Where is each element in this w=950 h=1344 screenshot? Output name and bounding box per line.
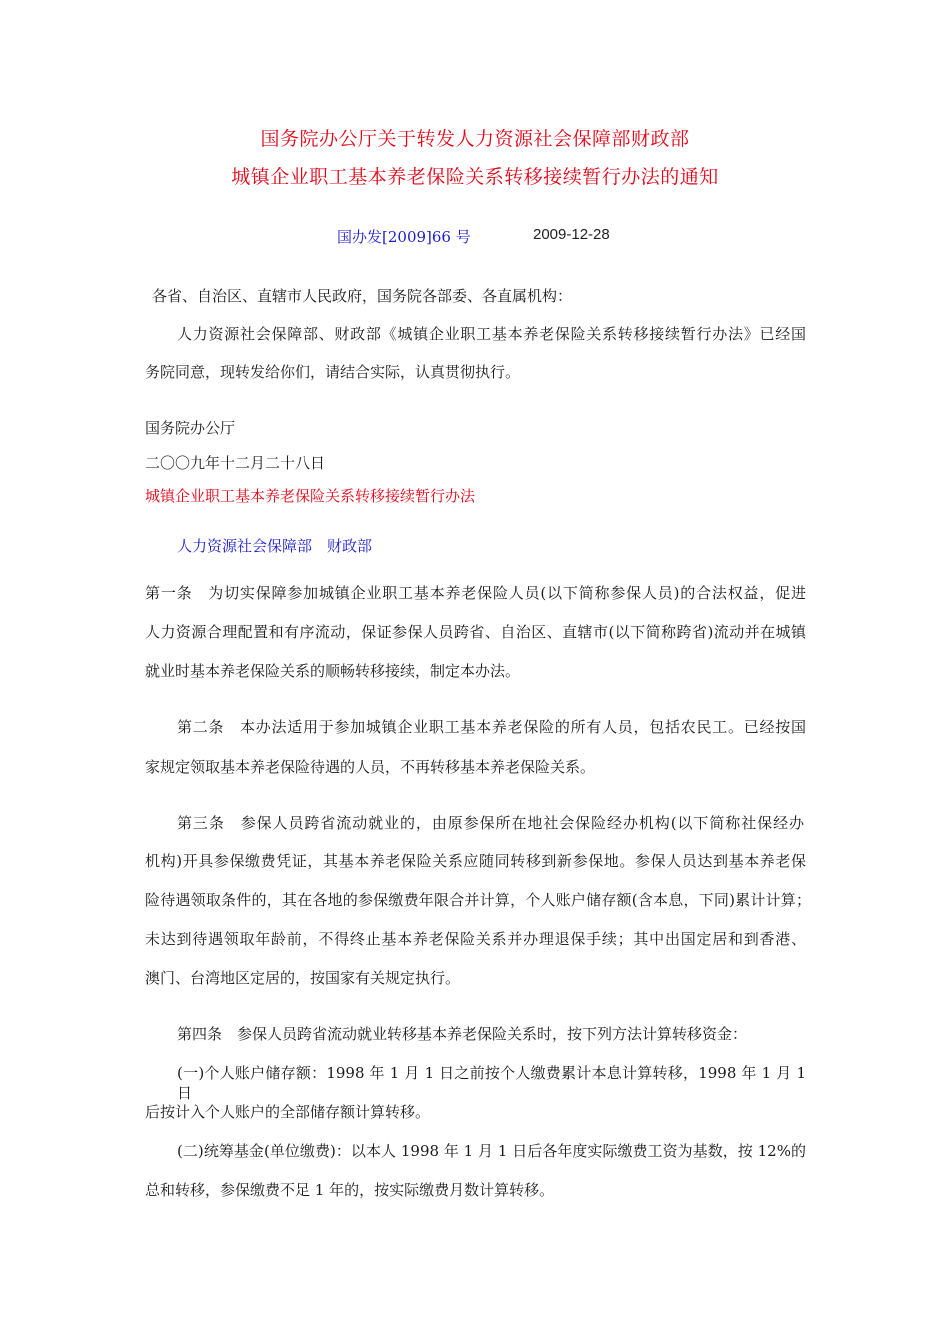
article-3-line-5: 澳门、台湾地区定居的，按国家有关规定执行。 <box>145 969 461 987</box>
article-3-line-3: 险待遇领取条件的，其在各地的参保缴费年限合并计算，个人账户储存额(含本息，下同)累计计算； <box>145 891 811 909</box>
article-1-line-1: 第一条 为切实保障参加城镇企业职工基本养老保险人员(以下简称参保人员)的合法权益，促进 <box>145 584 806 602</box>
notice-body-line-2: 务院同意，现转发给你们，请结合实际，认真贯彻执行。 <box>145 363 521 381</box>
article-2-line-1: 第二条 本办法适用于参加城镇企业职工基本养老保险的所有人员，包括农民工。已经按国 <box>177 718 806 736</box>
article-3-line-1: 第三条 参保人员跨省流动就业的，由原参保所在地社会保险经办机构(以下简称社保经办 <box>177 814 804 832</box>
issue-date: 二〇〇九年十二月二十八日 <box>145 454 326 472</box>
article-2-line-2: 家规定领取基本养老保险待遇的人员，不再转移基本养老保险关系。 <box>145 758 596 776</box>
salutation: 各省、自治区、直辖市人民政府，国务院各部委、各直属机构： <box>152 287 573 305</box>
article-4-item-1-line-2: 后按计入个人账户的全部储存额计算转移。 <box>145 1103 431 1121</box>
document-date: 2009-12-28 <box>533 226 610 243</box>
measures-title: 城镇企业职工基本养老保险关系转移接续暂行办法 <box>145 487 476 505</box>
article-3-line-2: 机构)开具参保缴费凭证，其基本养老保险关系应随同转移到新参保地。参保人员达到基本养老保 <box>145 852 806 870</box>
notice-body-line-1: 人力资源社会保障部、财政部《城镇企业职工基本养老保险关系转移接续暂行办法》已经国 <box>177 325 806 343</box>
notice-title-line-1: 国务院办公厅关于转发人力资源社会保障部财政部 <box>260 128 690 150</box>
article-4-item-2-line-1: (二)统筹基金(单位缴费)：以本人 1998 年 1 月 1 日后各年度实际缴费工资为基数，按 12%的 <box>177 1142 806 1160</box>
notice-title-line-2: 城镇企业职工基本养老保险关系转移接续暂行办法的通知 <box>231 166 719 188</box>
article-4-item-2-line-2: 总和转移，参保缴费不足 1 年的，按实际缴费月数计算转移。 <box>145 1181 555 1199</box>
issuer: 国务院办公厅 <box>145 419 236 437</box>
article-4-line-1: 第四条 参保人员跨省流动就业转移基本养老保险关系时，按下列方法计算转移资金： <box>177 1025 748 1043</box>
article-1-line-2: 人力资源合理配置和有序流动，保证参保人员跨省、自治区、直辖市(以下简称跨省)流动并在城镇 <box>145 623 806 641</box>
article-1-line-3: 就业时基本养老保险关系的顺畅转移接续，制定本办法。 <box>145 662 521 680</box>
measures-departments: 人力资源社会保障部 财政部 <box>177 537 373 555</box>
article-4-item-1-line-1: (一)个人账户储存额：1998 年 1 月 1 日之前按个人缴费累计本息计算转移，1998 年 1 月 1 日 <box>177 1064 806 1102</box>
document-number: 国办发[2009]66 号 <box>337 228 471 246</box>
article-3-line-4: 未达到待遇领取年龄前，不得终止基本养老保险关系并办理退保手续；其中出国定居和到香港、 <box>145 930 806 948</box>
